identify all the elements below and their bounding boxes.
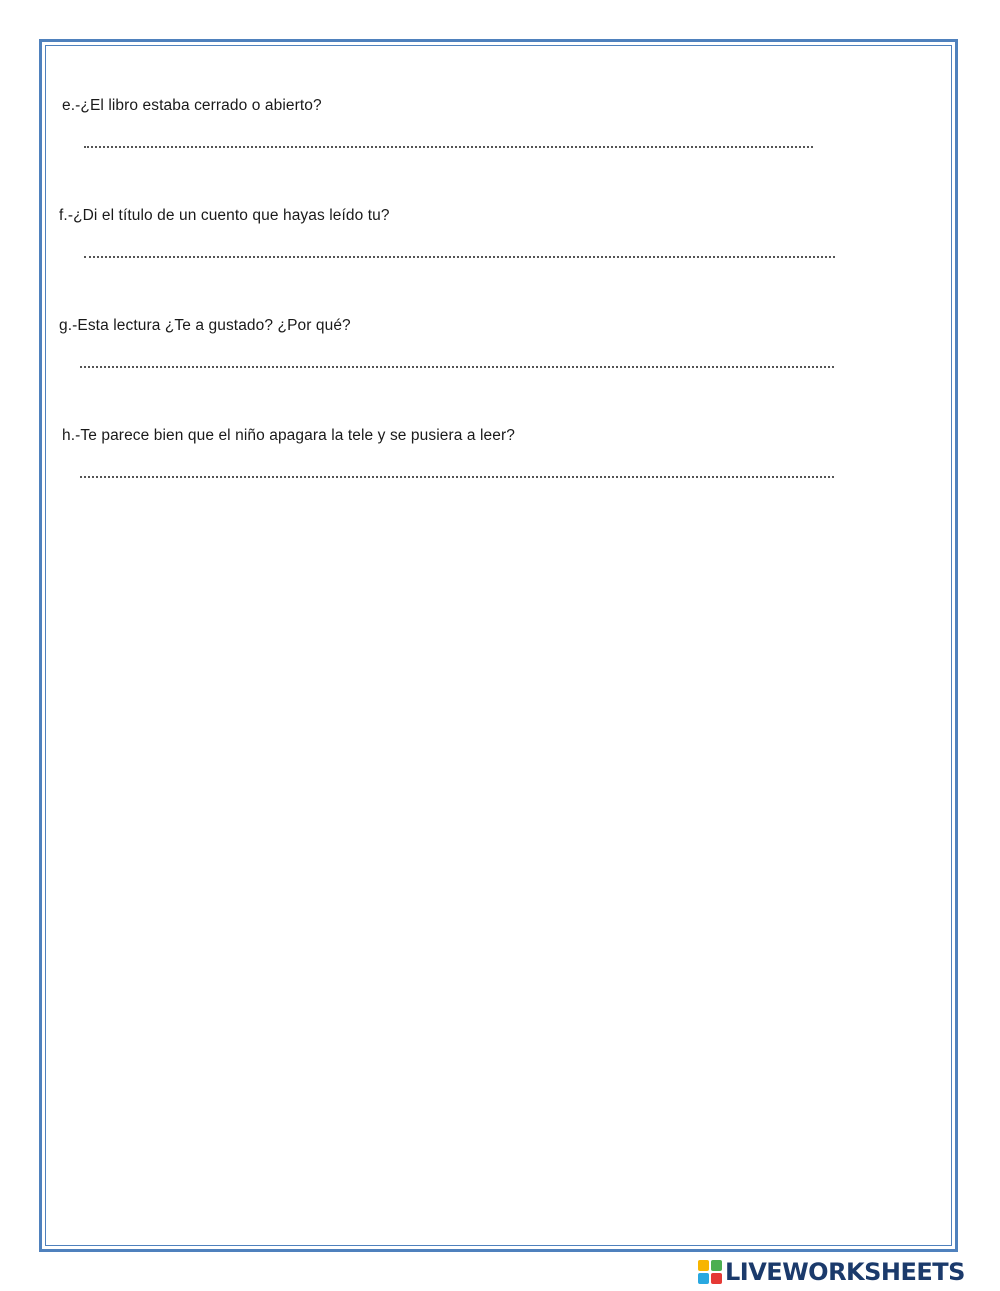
answer-field-f[interactable] [84,256,835,258]
question-g: g.-Esta lectura ¿Te a gustado? ¿Por qué? [59,317,351,334]
answer-field-e[interactable] [84,146,813,148]
liveworksheets-logo-icon [698,1260,722,1284]
question-f: f.-¿Di el título de un cuento que hayas leído tu? [59,207,390,224]
answer-field-g[interactable] [80,366,834,368]
liveworksheets-brand [698,1259,965,1285]
question-h: h.-Te parece bien que el niño apagara la tele y se pusiera a leer? [62,427,515,444]
answer-field-h[interactable] [80,476,834,478]
question-e: e.-¿El libro estaba cerrado o abierto? [62,97,322,114]
brand-text: LIVEWORKSHEETS [725,1258,965,1286]
